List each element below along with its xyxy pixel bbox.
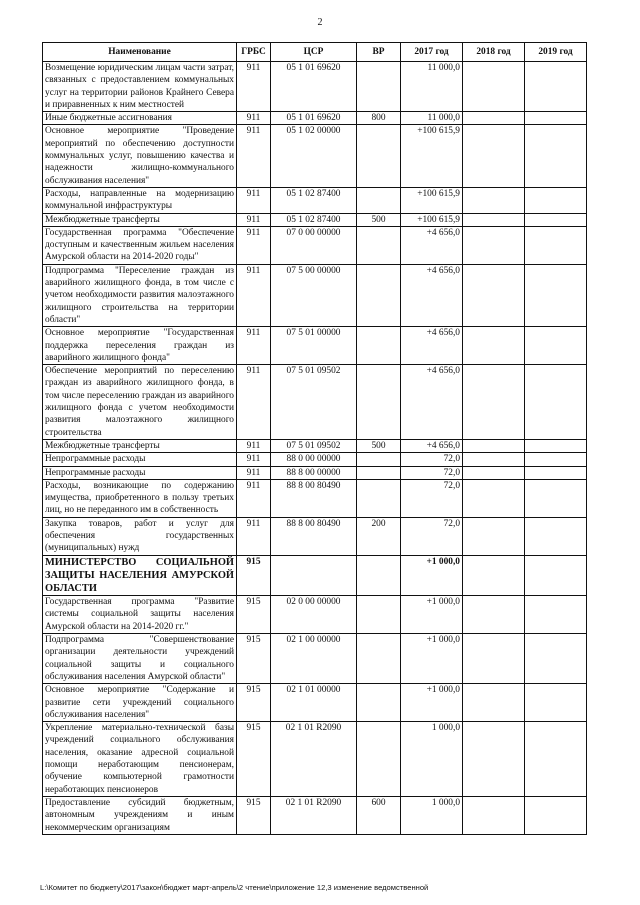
- cell-2017: +4 656,0: [401, 327, 463, 365]
- cell-2019: [525, 327, 587, 365]
- cell-2018: [463, 187, 525, 213]
- cell-2019: [525, 722, 587, 797]
- cell-grbs: 911: [237, 62, 271, 112]
- table-row: [43, 213, 587, 226]
- cell-2018: [463, 226, 525, 264]
- cell-name: Основное мероприятие "Государственная поддержка переселения граждан из аварийного жилищного фонда": [43, 327, 237, 365]
- cell-2018: [463, 517, 525, 555]
- table-row: [43, 684, 587, 722]
- cell-name: Непрограммные расходы: [43, 453, 237, 466]
- cell-2019: [525, 365, 587, 440]
- cell-name: МИНИСТЕРСТВО СОЦИАЛЬНОЙ ЗАЩИТЫ НАСЕЛЕНИЯ АМУРСКОЙ ОБЛАСТИ: [43, 555, 237, 596]
- cell-name: Основное мероприятие "Проведение мероприятий по обеспечению доступности коммунальных услуг, повышению качества и надежности жилищно-коммунального обслуживания населения": [43, 125, 237, 187]
- cell-2019: [525, 596, 587, 634]
- cell-2018: [463, 213, 525, 226]
- cell-vr: [357, 466, 401, 479]
- cell-2018: [463, 684, 525, 722]
- cell-vr: 500: [357, 439, 401, 452]
- cell-vr: [357, 555, 401, 596]
- cell-2017: 11 000,0: [401, 112, 463, 125]
- cell-2017: +4 656,0: [401, 365, 463, 440]
- cell-2019: [525, 796, 587, 834]
- cell-2018: [463, 365, 525, 440]
- header-name: Наименование: [43, 43, 237, 62]
- cell-2017: +1 000,0: [401, 684, 463, 722]
- table-row: [43, 264, 587, 326]
- cell-2019: [525, 125, 587, 187]
- cell-vr: [357, 479, 401, 517]
- table-row: [43, 327, 587, 365]
- cell-grbs: 911: [237, 226, 271, 264]
- header-csr: ЦСР: [271, 43, 357, 62]
- cell-grbs: 911: [237, 187, 271, 213]
- cell-2018: [463, 453, 525, 466]
- cell-2019: [525, 555, 587, 596]
- cell-grbs: 915: [237, 596, 271, 634]
- table-row: [43, 466, 587, 479]
- table-row: [43, 365, 587, 440]
- table-row: [43, 453, 587, 466]
- cell-2019: [525, 634, 587, 684]
- cell-csr: 88 0 00 00000: [271, 453, 357, 466]
- table-row: [43, 226, 587, 264]
- cell-2017: 1 000,0: [401, 796, 463, 834]
- cell-grbs: 911: [237, 479, 271, 517]
- cell-grbs: 915: [237, 634, 271, 684]
- cell-name: Межбюджетные трансферты: [43, 213, 237, 226]
- cell-csr: [271, 555, 357, 596]
- cell-grbs: 911: [237, 125, 271, 187]
- table-row: [43, 479, 587, 517]
- cell-2019: [525, 187, 587, 213]
- cell-2018: [463, 479, 525, 517]
- cell-vr: [357, 327, 401, 365]
- cell-name: Государственная программа "Обеспечение доступным и качественным жильем населения Амурской области на 2014-2020 годы": [43, 226, 237, 264]
- cell-2018: [463, 327, 525, 365]
- table-row: [43, 439, 587, 452]
- header-2019: 2019 год: [525, 43, 587, 62]
- cell-2019: [525, 226, 587, 264]
- cell-csr: 02 1 01 R2090: [271, 722, 357, 797]
- cell-csr: 05 1 01 69620: [271, 112, 357, 125]
- cell-2017: +4 656,0: [401, 439, 463, 452]
- cell-2017: 72,0: [401, 479, 463, 517]
- cell-vr: [357, 684, 401, 722]
- cell-grbs: 911: [237, 365, 271, 440]
- cell-csr: 07 5 00 00000: [271, 264, 357, 326]
- cell-2019: [525, 517, 587, 555]
- budget-table: [42, 42, 587, 835]
- cell-grbs: 911: [237, 453, 271, 466]
- cell-2019: [525, 439, 587, 452]
- table-row: [43, 517, 587, 555]
- cell-csr: 05 1 02 87400: [271, 213, 357, 226]
- cell-2019: [525, 453, 587, 466]
- cell-name: Подпрограмма "Совершенствование организации деятельности учреждений социальной защиты и социального обслуживания населения Амурской области": [43, 634, 237, 684]
- cell-grbs: 911: [237, 517, 271, 555]
- cell-grbs: 915: [237, 555, 271, 596]
- cell-csr: 02 1 01 R2090: [271, 796, 357, 834]
- cell-name: Укрепление материально-технической базы учреждений социального обслуживания населения, оказание адресной социальной помощи неработающим пенсионерам, обучение компьютерной грамотности неработающих пенсионеров: [43, 722, 237, 797]
- cell-csr: 07 5 01 09502: [271, 365, 357, 440]
- cell-grbs: 911: [237, 264, 271, 326]
- cell-name: Непрограммные расходы: [43, 466, 237, 479]
- cell-grbs: 915: [237, 722, 271, 797]
- table-row: [43, 722, 587, 797]
- table-row: [43, 112, 587, 125]
- cell-name: Основное мероприятие "Содержание и развитие сети учреждений социального обслуживания населения": [43, 684, 237, 722]
- cell-2018: [463, 439, 525, 452]
- file-path-footer: L:\Комитет по бюджету\2017\закон\бюджет март-апрель\2 чтение\приложение 12,3 изменение ведомственной: [40, 883, 429, 892]
- header-vr: ВР: [357, 43, 401, 62]
- cell-2018: [463, 466, 525, 479]
- cell-vr: [357, 264, 401, 326]
- cell-name: Обеспечение мероприятий по переселению граждан из аварийного жилищного фонда, в том числе переселению граждан из аварийного жилищного фонда с учетом необходимости развития малоэтажного жилищного строительства: [43, 365, 237, 440]
- page-number: 2: [317, 17, 323, 28]
- cell-grbs: 911: [237, 439, 271, 452]
- cell-2017: +100 615,9: [401, 125, 463, 187]
- cell-vr: [357, 722, 401, 797]
- table-row: [43, 634, 587, 684]
- cell-2019: [525, 479, 587, 517]
- cell-grbs: 911: [237, 466, 271, 479]
- table-header-row: [43, 43, 587, 62]
- cell-vr: 200: [357, 517, 401, 555]
- cell-2018: [463, 264, 525, 326]
- cell-grbs: 911: [237, 213, 271, 226]
- cell-csr: 05 1 01 69620: [271, 62, 357, 112]
- table-row: [43, 796, 587, 834]
- cell-2018: [463, 596, 525, 634]
- cell-csr: 02 1 00 00000: [271, 634, 357, 684]
- table-row: [43, 62, 587, 112]
- table-row: [43, 596, 587, 634]
- cell-vr: 500: [357, 213, 401, 226]
- cell-vr: [357, 596, 401, 634]
- cell-csr: 05 1 02 00000: [271, 125, 357, 187]
- cell-csr: 05 1 02 87400: [271, 187, 357, 213]
- cell-2017: 11 000,0: [401, 62, 463, 112]
- cell-vr: 600: [357, 796, 401, 834]
- cell-grbs: 915: [237, 684, 271, 722]
- cell-2017: 72,0: [401, 517, 463, 555]
- cell-name: Межбюджетные трансферты: [43, 439, 237, 452]
- header-2018: 2018 год: [463, 43, 525, 62]
- cell-vr: [357, 125, 401, 187]
- cell-name: Предоставление субсидий бюджетным, автономным учреждениям и иным некоммерческим организациям: [43, 796, 237, 834]
- table-row: [43, 555, 587, 596]
- cell-2018: [463, 125, 525, 187]
- header-2017: 2017 год: [401, 43, 463, 62]
- table-row: [43, 125, 587, 187]
- cell-name: Расходы, возникающие по содержанию имущества, приобретенного в пользу третьих лиц, но не переданного им в собственность: [43, 479, 237, 517]
- cell-vr: [357, 226, 401, 264]
- cell-2017: +4 656,0: [401, 226, 463, 264]
- cell-2017: 1 000,0: [401, 722, 463, 797]
- cell-2017: +1 000,0: [401, 596, 463, 634]
- cell-2018: [463, 722, 525, 797]
- cell-vr: [357, 365, 401, 440]
- cell-2019: [525, 684, 587, 722]
- cell-name: Закупка товаров, работ и услуг для обеспечения государственных (муниципальных) нужд: [43, 517, 237, 555]
- cell-name: Расходы, направленные на модернизацию коммунальной инфраструктуры: [43, 187, 237, 213]
- cell-vr: [357, 634, 401, 684]
- cell-2017: 72,0: [401, 453, 463, 466]
- cell-2017: +100 615,9: [401, 187, 463, 213]
- cell-2017: +1 000,0: [401, 555, 463, 596]
- header-grbs: ГРБС: [237, 43, 271, 62]
- cell-2018: [463, 634, 525, 684]
- cell-csr: 07 5 01 00000: [271, 327, 357, 365]
- cell-2019: [525, 466, 587, 479]
- cell-2017: +1 000,0: [401, 634, 463, 684]
- cell-2019: [525, 62, 587, 112]
- cell-grbs: 911: [237, 327, 271, 365]
- cell-2019: [525, 112, 587, 125]
- cell-vr: [357, 453, 401, 466]
- cell-2018: [463, 112, 525, 125]
- cell-vr: [357, 187, 401, 213]
- cell-2017: +100 615,9: [401, 213, 463, 226]
- cell-csr: 88 8 00 00000: [271, 466, 357, 479]
- table-body: [43, 62, 587, 835]
- cell-2019: [525, 264, 587, 326]
- cell-name: Иные бюджетные ассигнования: [43, 112, 237, 125]
- cell-csr: 02 0 00 00000: [271, 596, 357, 634]
- cell-name: Государственная программа "Развитие системы социальной защиты населения Амурской области на 2014-2020 гг.": [43, 596, 237, 634]
- cell-2018: [463, 555, 525, 596]
- cell-vr: 800: [357, 112, 401, 125]
- cell-2018: [463, 62, 525, 112]
- cell-2018: [463, 796, 525, 834]
- cell-2017: +4 656,0: [401, 264, 463, 326]
- cell-grbs: 911: [237, 112, 271, 125]
- cell-name: Возмещение юридическим лицам части затрат, связанных с предоставлением коммунальных услуг на территории районов Крайнего Севера и приравненных к ним местностей: [43, 62, 237, 112]
- cell-csr: 88 8 00 80490: [271, 517, 357, 555]
- cell-2017: 72,0: [401, 466, 463, 479]
- cell-csr: 02 1 01 00000: [271, 684, 357, 722]
- cell-csr: 88 8 00 80490: [271, 479, 357, 517]
- table-row: [43, 187, 587, 213]
- cell-vr: [357, 62, 401, 112]
- cell-grbs: 915: [237, 796, 271, 834]
- cell-csr: 07 0 00 00000: [271, 226, 357, 264]
- cell-2019: [525, 213, 587, 226]
- cell-name: Подпрограмма "Переселение граждан из аварийного жилищного фонда, в том числе с учетом необходимости развития малоэтажного жилищного строительства на территории области": [43, 264, 237, 326]
- cell-csr: 07 5 01 09502: [271, 439, 357, 452]
